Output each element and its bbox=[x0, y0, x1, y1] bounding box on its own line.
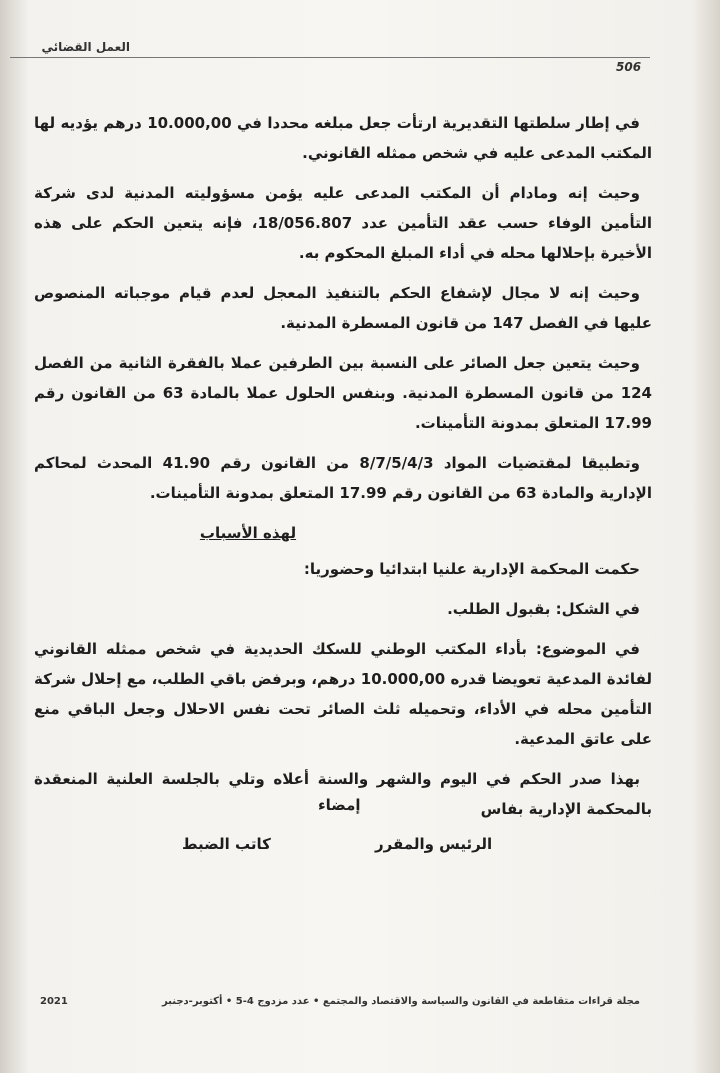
section-heading: لهذه الأسباب bbox=[199, 524, 297, 542]
page-footer bbox=[40, 996, 640, 1007]
paragraph-execution: وحيث إنه لا مجال لإشفاع الحكم بالتنفيذ المعجل لعدم قيام موجباته المنصوص عليها في الفصل 147 من قانون المسطرة المدنية. bbox=[34, 284, 652, 332]
signature-clerk: كاتب الضبط bbox=[182, 835, 271, 853]
signature-president: الرئيس والمقرر bbox=[375, 835, 493, 853]
ruling-form-label: في الشكل: bbox=[555, 600, 640, 618]
ruling-intro: حكمت المحكمة الإدارية علنيا ابتدائيا وحضوريا: bbox=[303, 560, 640, 578]
page-number: 506 bbox=[616, 60, 642, 74]
ruling-merits-label: في الموضوع: bbox=[535, 640, 640, 658]
paragraph-insurance: وحيث إنه ومادام أن المكتب المدعى عليه يؤمن مسؤوليته المدنية لدى شركة التأمين الوفاء حسب عقد التأمين عدد 18/056.807، فإنه يتعين الحكم على هذه الأخيرة بإحلالها محله في أداء المبلغ المحكوم به. bbox=[34, 184, 653, 262]
ruling-closing: بهذا صدر الحكم في اليوم والشهر والسنة أعلاه وتلي بالجلسة العلنية المنعقدة بالمحكمة الإدارية بفاس bbox=[34, 770, 652, 818]
paragraph-compensation: في إطار سلطتها التقديرية ارتأت جعل مبلغه محددا في 10.000,00 درهم يؤديه لها المكتب المدعى عليه في شخص ممثله القانوني. bbox=[34, 114, 652, 162]
paragraph-legal-basis: وتطبيقا لمقتضيات المواد 8/7/5/4/3 من القانون رقم 41.90 المحدث لمحاكم الإدارية والمادة 63 من القانون رقم 17.99 المتعلق بمدونة التأمينات. bbox=[34, 454, 652, 502]
running-title: العمل القضائي bbox=[41, 40, 130, 54]
paragraph-costs: وحيث يتعين جعل الصائر على النسبة بين الطرفين عملا بالفقرة الثانية من الفصل 124 من قانون المسطرة المدنية. وبنفس الحلول عملا بالمادة 63 من القانون رقم 17.99 المتعلق بمدونة التأمينات. bbox=[34, 354, 652, 432]
judgment-body bbox=[34, 108, 652, 834]
header-rule bbox=[10, 57, 650, 58]
footer-journal: مجلة قراءات متقاطعة في القانون والسياسة والاقتصاد والمجتمع • عدد مزدوج 4-5 • أكتوبر-دجنبر bbox=[161, 996, 640, 1007]
ruling-merits bbox=[34, 634, 652, 754]
ruling-form bbox=[34, 594, 652, 624]
signature-label: إمضاء bbox=[318, 796, 361, 814]
ruling-merits-text: بأداء المكتب الوطني للسكك الحديدية في شخص ممثله القانوني لفائدة المدعية تعويضا قدره 10.000,00 درهم، وبرفض باقي الطلب، مع إحلال شركة التأمين محله في الأداء، وتحميله ثلث الصائر تحت نفس الاحلال وجعل الباقي منع على عاتق المدعية. bbox=[34, 640, 652, 748]
ruling-form-text: بقبول الطلب. bbox=[447, 600, 556, 618]
footer-year: 2021 bbox=[40, 996, 68, 1007]
